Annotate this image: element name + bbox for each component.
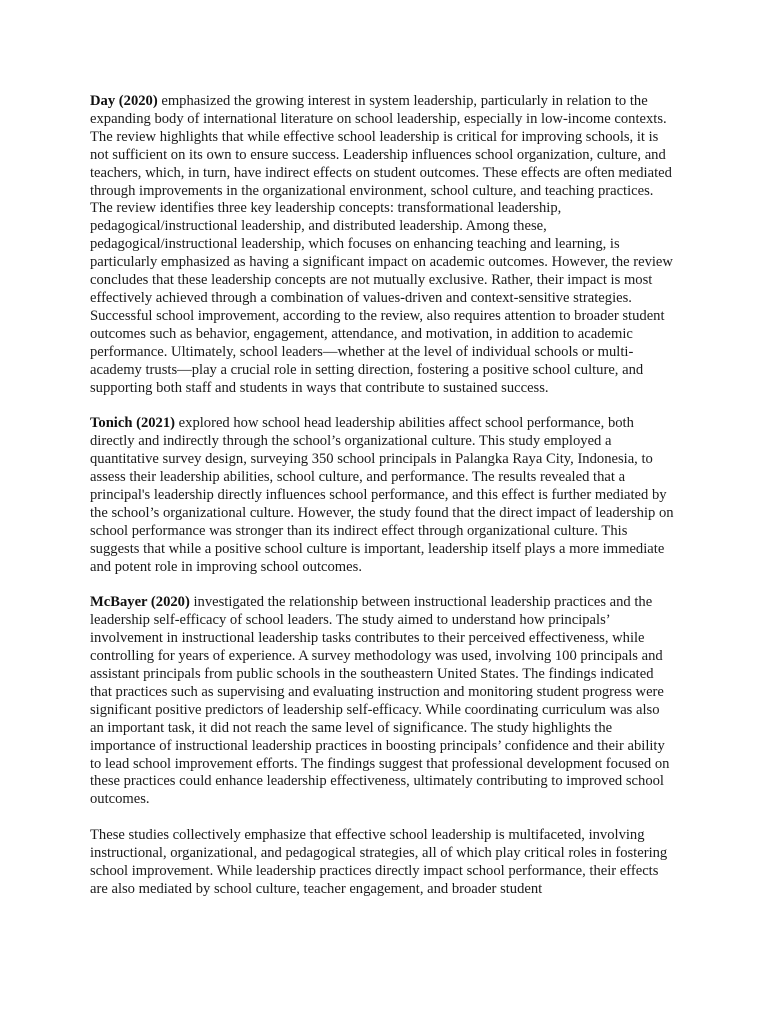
paragraph-text: emphasized the growing interest in system leadership, particularly in relation to the expanding body of international literature on school leadership, especially in low-income contexts. The review highlights that while effective school leadership is critical for improving schools, it is not sufficient on its own to ensure success. Leadership influences school organization, culture, and teachers, which, in turn, have indirect effects on student outcomes. These effects are often mediated through improvements in the organizational environment, school culture, and teaching practices. The review identifies three key leadership concepts: transformational leadership, pedagogical/instructional leadership, and distributed leadership. Among these, pedagogical/instructional leadership, which focuses on enhancing teaching and learning, is particularly emphasized as having a significant impact on academic outcomes. However, the review concludes that these leadership concepts are not mutually exclusive. Rather, their impact is most effectively achieved through a combination of values-driven and context-sensitive strategies. Successful school improvement, according to the review, also requires attention to broader student outcomes such as behavior, engagement, attendance, and motivation, in addition to academic performance. Ultimately, school leaders—whether at the level of individual schools or multi-academy trusts—play a crucial role in setting direction, fostering a positive school culture, and supporting both staff and students in ways that contribute to sustained success. [90, 93, 673, 396]
citation-author: Tonich (2021) [90, 415, 176, 432]
paragraph-mcbayer-2020 [90, 594, 675, 809]
citation-author: McBayer (2020) [90, 594, 190, 611]
paragraph-text: explored how school head leadership abilities affect school performance, both directly and indirectly through the school’s organizational culture. This study employed a quantitative survey design, surveying 350 school principals in Palangka Raya City, Indonesia, to assess their leadership abilities, school culture, and performance. The results revealed that a principal's leadership directly influences school performance, and this effect is further mediated by the school’s organizational culture. However, the study found that the direct impact of leadership on school performance was stronger than its indirect effect through organizational culture. This suggests that while a positive school culture is important, leadership itself plays a more immediate and potent role in improving school outcomes. [90, 415, 674, 575]
paragraph-day-2020 [90, 93, 675, 397]
document-page [90, 93, 675, 899]
paragraph-tonich-2021 [90, 415, 675, 576]
paragraph-summary [90, 827, 675, 899]
paragraph-text: These studies collectively emphasize that effective school leadership is multifaceted, involving instructional, organizational, and pedagogical strategies, all of which play critical roles in fostering school improvement. While leadership practices directly impact school performance, their effects are also mediated by school culture, teacher engagement, and broader student [90, 827, 668, 897]
paragraph-text: investigated the relationship between instructional leadership practices and the leadership self-efficacy of school leaders. The study aimed to understand how principals’ involvement in instructional leadership tasks contributes to their perceived effectiveness, while controlling for years of experience. A survey methodology was used, involving 100 principals and assistant principals from public schools in the southeastern United States. The findings indicated that practices such as supervising and evaluating instruction and monitoring student progress were significant positive predictors of leadership self-efficacy. While coordinating curriculum was also an important task, it did not reach the same level of significance. The study highlights the importance of instructional leadership practices in boosting principals’ confidence and their ability to lead school improvement efforts. The findings suggest that professional development focused on these practices could enhance leadership effectiveness, ultimately contributing to improved school outcomes. [90, 594, 670, 808]
citation-author: Day (2020) [90, 93, 158, 109]
